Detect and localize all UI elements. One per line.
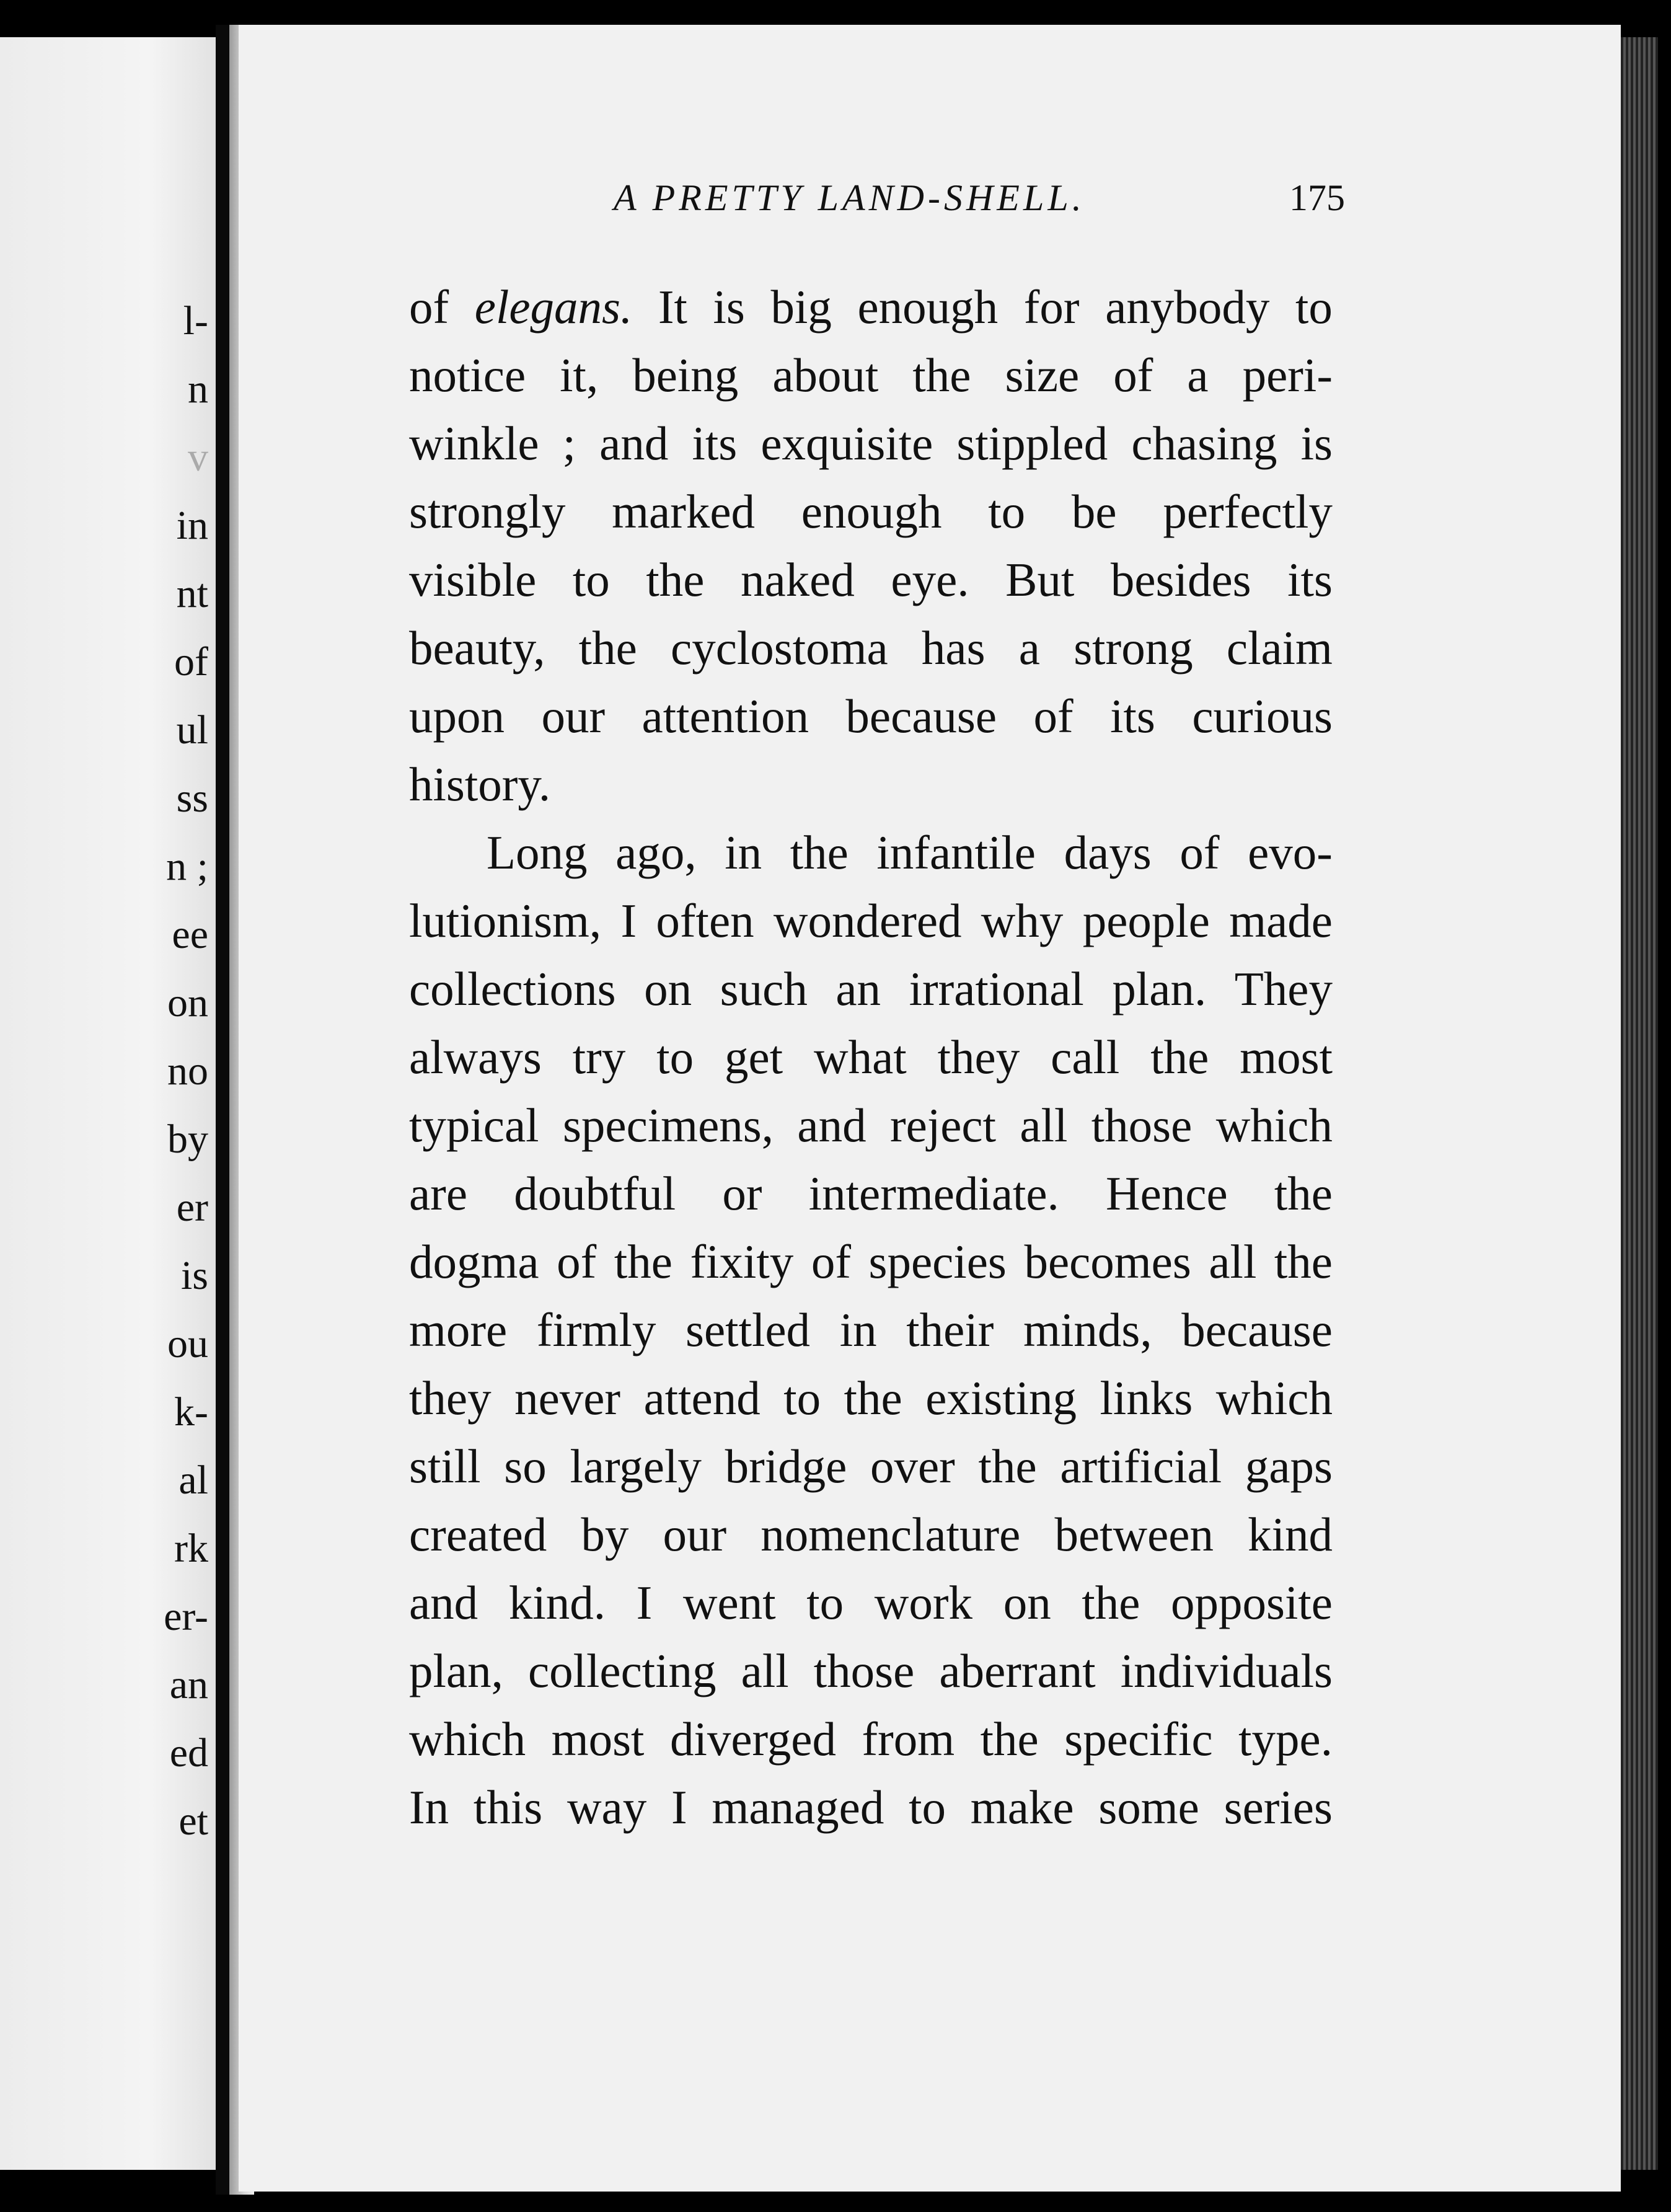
word: But — [1005, 553, 1075, 606]
word: some — [1098, 1781, 1199, 1834]
word: our — [541, 689, 606, 743]
word: minds, — [1023, 1303, 1152, 1356]
text-line — [409, 818, 1333, 887]
word: get — [725, 1030, 783, 1084]
word: wondered — [773, 894, 962, 947]
running-head: A PRETTY LAND-SHELL. — [614, 177, 1085, 218]
word: be — [1071, 485, 1117, 538]
word: or — [722, 1167, 762, 1220]
word: most — [1240, 1030, 1333, 1084]
word: intermediate. — [808, 1167, 1059, 1220]
word: specimens, — [562, 1099, 774, 1152]
word: becomes — [1024, 1235, 1191, 1288]
left-page-line-fragment: nt — [176, 571, 208, 616]
word: upon — [409, 689, 505, 743]
word: anybody — [1105, 280, 1270, 334]
word: settled — [686, 1303, 811, 1356]
word: a — [1018, 621, 1040, 675]
word: and — [409, 1576, 478, 1629]
word: the — [978, 1440, 1037, 1493]
word: being — [632, 348, 739, 402]
word: call — [1051, 1030, 1120, 1084]
word: of — [1033, 689, 1074, 743]
left-page-fragment — [0, 37, 216, 2170]
word: and — [599, 417, 669, 470]
word: has — [921, 621, 985, 675]
text-line — [409, 1637, 1333, 1705]
word: people — [1082, 894, 1210, 947]
left-page-line-fragment: et — [179, 1798, 208, 1844]
word: to — [783, 1371, 821, 1425]
left-page-line-fragment: ed — [169, 1730, 208, 1776]
word: more — [409, 1303, 508, 1356]
word: created — [409, 1508, 547, 1561]
page-header — [378, 177, 1345, 232]
word: to — [909, 1781, 946, 1834]
word: notice — [409, 348, 526, 402]
left-page-line-fragment: by — [167, 1117, 208, 1162]
word: the — [912, 348, 971, 402]
word: most — [551, 1712, 645, 1766]
word: all — [1209, 1235, 1257, 1288]
word: work — [874, 1576, 973, 1629]
left-page-line-fragment: an — [169, 1662, 208, 1707]
word: a — [1187, 348, 1209, 402]
word: make — [970, 1781, 1074, 1834]
word: In — [409, 1781, 449, 1834]
left-page-line-fragment: n — [188, 366, 208, 412]
word: opposite — [1171, 1576, 1333, 1629]
word: kind. — [508, 1576, 606, 1629]
word: the — [1150, 1030, 1209, 1084]
word: curious — [1192, 689, 1333, 743]
text-line — [409, 1228, 1333, 1296]
word: typical — [409, 1099, 539, 1152]
word: artificial — [1060, 1440, 1222, 1493]
word: I — [620, 894, 637, 947]
word: irrational — [909, 962, 1084, 1015]
word: beauty, — [409, 621, 545, 675]
word: between — [1054, 1508, 1214, 1561]
text-line — [409, 955, 1333, 1023]
word: from — [862, 1712, 955, 1766]
left-page-line-fragment: ou — [167, 1321, 208, 1366]
word: so — [504, 1440, 547, 1493]
word: reject — [890, 1099, 996, 1152]
word: always — [409, 1030, 542, 1084]
word: gaps — [1245, 1440, 1333, 1493]
word: exquisite — [761, 417, 933, 470]
word: all — [741, 1644, 789, 1697]
left-page-line-fragment: on — [167, 980, 208, 1025]
word: never — [514, 1371, 621, 1425]
word: kind — [1248, 1508, 1333, 1561]
text-line — [409, 1296, 1333, 1364]
left-page-line-fragment: er — [176, 1185, 208, 1230]
word: history. — [409, 758, 551, 811]
word: they — [409, 1371, 492, 1425]
word: to — [806, 1576, 844, 1629]
word: the — [1274, 1235, 1333, 1288]
word: series — [1223, 1781, 1333, 1834]
text-line — [409, 1364, 1333, 1432]
body-text — [409, 273, 1333, 1841]
text-line — [409, 546, 1333, 614]
left-page-line-fragment: no — [167, 1048, 208, 1094]
left-page-line-fragment: er- — [164, 1594, 208, 1639]
page-number: 175 — [1289, 177, 1345, 218]
left-page-line-fragment: in — [176, 503, 208, 548]
word: visible — [409, 553, 537, 606]
word: is — [713, 280, 745, 334]
word: dogma — [409, 1235, 539, 1288]
word: specific — [1064, 1712, 1213, 1766]
word: claim — [1226, 621, 1333, 675]
word: evo- — [1248, 826, 1333, 879]
word: size — [1005, 348, 1080, 402]
word: the — [844, 1371, 902, 1425]
text-line — [409, 750, 1333, 818]
word: its — [692, 417, 738, 470]
word: why — [981, 894, 1064, 947]
word: to — [572, 553, 610, 606]
word: cyclostoma — [671, 621, 888, 675]
word: made — [1229, 894, 1333, 947]
word: strongly — [409, 485, 566, 538]
text-line — [409, 477, 1333, 546]
word: links — [1100, 1371, 1193, 1425]
word: of — [1179, 826, 1220, 879]
word: the — [1082, 1576, 1140, 1629]
left-page-line-fragment: l- — [183, 298, 208, 343]
word: stippled — [956, 417, 1108, 470]
word: way — [567, 1781, 647, 1834]
word: because — [1181, 1303, 1333, 1356]
left-page-line-fragment: n ; — [166, 844, 208, 889]
page-edges — [1621, 37, 1658, 2170]
left-page-line-fragment: is — [180, 1253, 208, 1298]
word: ago, — [615, 826, 697, 879]
word: for — [1023, 280, 1080, 334]
word: attend — [643, 1371, 761, 1425]
word: to — [988, 485, 1026, 538]
left-page-line-fragment: v — [188, 435, 208, 480]
word: nomenclature — [761, 1508, 1021, 1561]
word: I — [671, 1781, 687, 1834]
text-line — [409, 1568, 1333, 1637]
text-line — [409, 409, 1333, 477]
text-line — [409, 1500, 1333, 1568]
word: naked — [741, 553, 855, 606]
text-line — [409, 682, 1333, 750]
word: is — [1300, 417, 1333, 470]
word: elegans. — [474, 280, 633, 334]
text-line — [409, 1773, 1333, 1841]
word: the — [578, 621, 637, 675]
word: went — [682, 1576, 776, 1629]
word: aberrant — [939, 1644, 1096, 1697]
word: try — [572, 1030, 626, 1084]
word: to — [656, 1030, 694, 1084]
word: in — [725, 826, 762, 879]
word: ; — [562, 417, 576, 470]
word: lutionism, — [409, 894, 602, 947]
word: of — [557, 1235, 597, 1288]
word: which — [1215, 1099, 1333, 1152]
word: species — [868, 1235, 1007, 1288]
left-page-line-fragment: k- — [174, 1389, 208, 1435]
word: on — [644, 962, 692, 1015]
word: those — [813, 1644, 915, 1697]
word: fixity — [690, 1235, 794, 1288]
text-line — [409, 614, 1333, 682]
word: which — [1215, 1371, 1333, 1425]
word: I — [636, 1576, 653, 1629]
word: collections — [409, 962, 616, 1015]
word: doubtful — [514, 1167, 676, 1220]
word: marked — [612, 485, 756, 538]
word: are — [409, 1167, 467, 1220]
left-page-line-fragment: rk — [174, 1526, 208, 1571]
left-page-line-fragment: ul — [176, 707, 208, 753]
word: enough — [801, 485, 942, 538]
text-line — [409, 341, 1333, 409]
word: type. — [1238, 1712, 1333, 1766]
left-page-line-fragment: ee — [172, 912, 208, 957]
word: managed — [712, 1781, 884, 1834]
word: bridge — [725, 1440, 847, 1493]
left-page-line-fragment: ss — [176, 776, 208, 821]
word: over — [870, 1440, 955, 1493]
book-gutter — [216, 25, 229, 2195]
word: by — [581, 1508, 629, 1561]
word: of — [811, 1235, 851, 1288]
word: plan. — [1112, 962, 1207, 1015]
text-line — [409, 1705, 1333, 1773]
word: firmly — [536, 1303, 656, 1356]
word: the — [1274, 1167, 1333, 1220]
word: its — [1287, 553, 1333, 606]
word: They — [1234, 962, 1333, 1015]
word: Hence — [1106, 1167, 1228, 1220]
word: besides — [1110, 553, 1251, 606]
word: because — [845, 689, 997, 743]
word: often — [656, 894, 754, 947]
word: peri- — [1242, 348, 1333, 402]
text-line — [409, 1091, 1333, 1159]
word: to — [1295, 280, 1333, 334]
word: days — [1064, 826, 1152, 879]
word: and — [797, 1099, 866, 1152]
word: chasing — [1131, 417, 1277, 470]
word: existing — [925, 1371, 1077, 1425]
word: about — [772, 348, 879, 402]
word: the — [790, 826, 849, 879]
word: what — [814, 1030, 907, 1084]
text-line — [409, 887, 1333, 955]
word: it, — [560, 348, 599, 402]
word: our — [663, 1508, 727, 1561]
word: its — [1110, 689, 1155, 743]
word: on — [1003, 1576, 1051, 1629]
word: perfectly — [1163, 485, 1333, 538]
left-page-line-fragment: al — [179, 1458, 208, 1503]
word: in — [839, 1303, 877, 1356]
text-line — [409, 1023, 1333, 1091]
word: plan, — [409, 1644, 503, 1697]
word: eye. — [891, 553, 969, 606]
word: infantile — [876, 826, 1036, 879]
word: strong — [1074, 621, 1193, 675]
word: enough — [857, 280, 999, 334]
word: an — [836, 962, 881, 1015]
word: of — [1113, 348, 1153, 402]
word: winkle — [409, 417, 539, 470]
text-line — [409, 1432, 1333, 1500]
text-line — [409, 273, 1333, 341]
word: the — [980, 1712, 1039, 1766]
word: their — [906, 1303, 994, 1356]
word: those — [1091, 1099, 1193, 1152]
word: still — [409, 1440, 481, 1493]
word: all — [1020, 1099, 1068, 1152]
word: It — [658, 280, 687, 334]
text-line — [409, 1159, 1333, 1228]
word: of — [409, 280, 449, 334]
word: the — [614, 1235, 672, 1288]
word: collecting — [527, 1644, 716, 1697]
word: the — [646, 553, 705, 606]
word: diverged — [669, 1712, 836, 1766]
word: such — [720, 962, 808, 1015]
word: this — [473, 1781, 543, 1834]
word: individuals — [1120, 1644, 1333, 1697]
word: attention — [642, 689, 809, 743]
word: Long — [487, 826, 588, 879]
word: which — [409, 1712, 526, 1766]
left-page-line-fragment: of — [174, 639, 208, 684]
word: big — [770, 280, 832, 334]
word: largely — [570, 1440, 702, 1493]
word: they — [937, 1030, 1020, 1084]
